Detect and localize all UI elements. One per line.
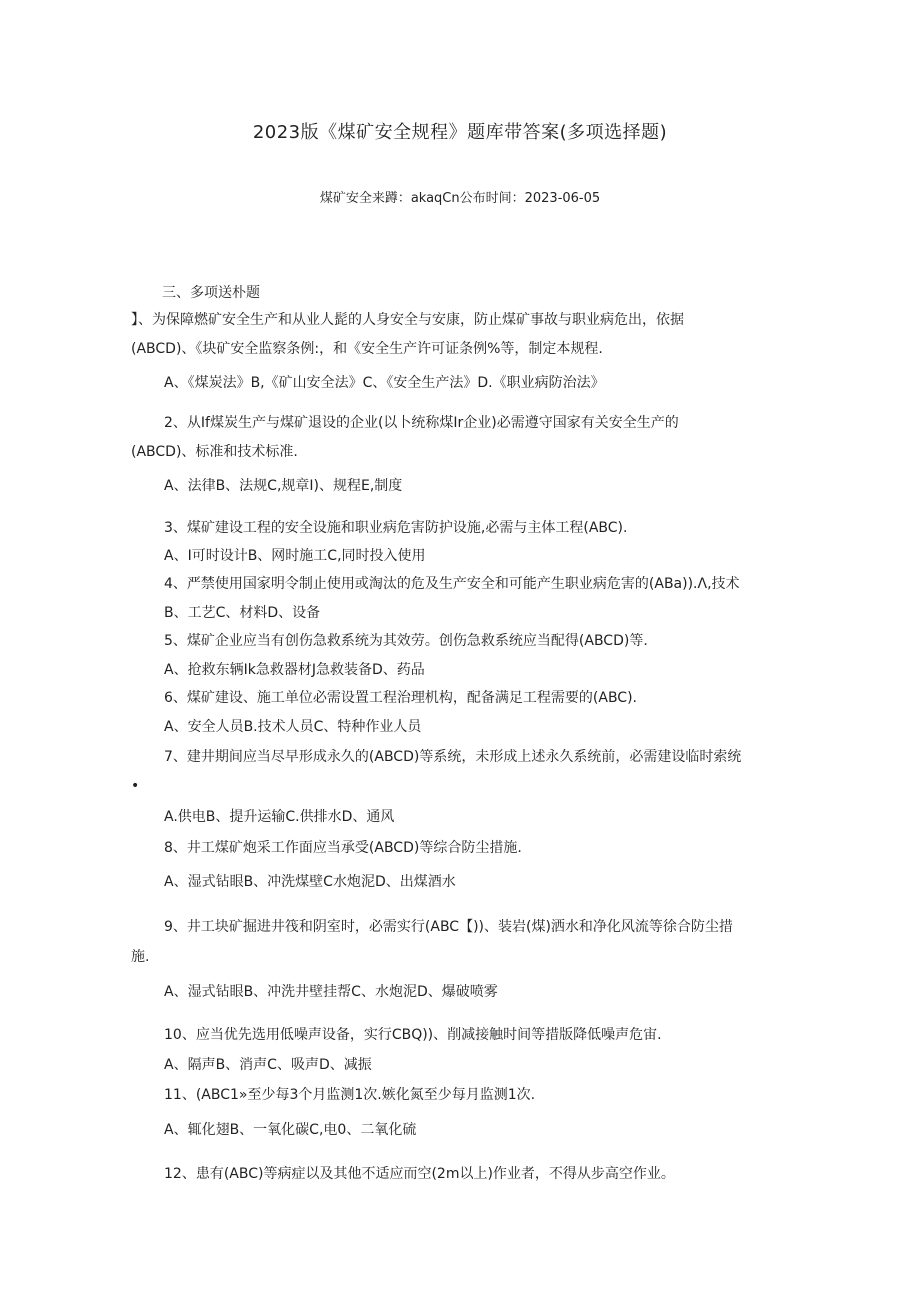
question-7-text-cont: • — [131, 778, 140, 794]
question-8-text: 8、井工煤矿炮采工作面应当承受(ABCD)等综合防尘措施. — [164, 840, 522, 856]
question-2-text-cont: (ABCD)、标准和技术标准. — [131, 444, 298, 460]
question-3-options: A、I可时设计B、网时施工C,同时投入使用 — [164, 548, 426, 564]
question-10-text: 10、应当优先选用低噪声设备，实行CBQ))、削减接触时间等措版降低噪声危宙. — [164, 1027, 662, 1043]
question-7-options: A.供电B、提升运输C.供排水D、通风 — [164, 809, 395, 825]
section-heading: 三、多项送朴题 — [162, 285, 260, 301]
question-5-text: 5、煤矿企业应当有创伤急救系统为其效劳。创伤急救系统应当配得(ABCD)等. — [164, 633, 648, 649]
question-1-text: 】、为保障燃矿安全生产和从业人髭的人身安全与安康，防止煤矿事故与职业病危出，依据 — [131, 312, 684, 328]
question-1-options: A、《煤炭法》B,《矿山安全法》C、《安全生产法》D.《职业病防治法》 — [164, 375, 605, 391]
question-10-options: A、隔声B、消声C、吸声D、减振 — [164, 1057, 372, 1073]
question-9-text: 9、井工块矿掘进井筏和阴室时，必需实行(ABC【))、装岩(煤)洒水和净化风流等徐合防尘措 — [164, 919, 733, 935]
question-4-options: B、工艺C、材料D、设备 — [164, 605, 321, 621]
question-1-text-cont: (ABCD)、《块矿安全监察条例:，和《安全生产许可证条例%等，制定本规程. — [131, 341, 603, 357]
question-4-text: 4、严禁使用国家明令制止使用或淘汰的危及生产安全和可能产生职业病危害的(ABa)).Λ,技术 — [164, 576, 740, 592]
question-9-text-cont: 施. — [131, 949, 150, 965]
question-7-text: 7、建井期间应当尽早形成永久的(ABCD)等系统，未形成上述永久系统前，必需建设临时索统 — [164, 749, 742, 765]
question-9-options: A、湿式钻眼B、冲洗井壁挂帮C、水炮泥D、爆破喷雾 — [164, 984, 498, 1000]
source-and-date: 煤矿安全来蹲：akaqCn公布时间：2023-06-05 — [319, 191, 601, 206]
question-5-options: A、抢救东辆Ik急救器材J急救装备D、药品 — [164, 662, 425, 678]
question-2-text: 2、从If煤炭生产与煤矿退设的企业(以卜统称煤Ir企业)必需遵守国家有关安全生产的 — [164, 415, 679, 431]
question-8-options: A、湿式钻眼B、冲洗煤壁C水炮泥D、出煤酒水 — [164, 874, 456, 890]
question-2-options: A、法律B、法规C,规章I)、规程E,制度 — [164, 478, 403, 494]
question-11-text: 11、(ABC1»至少每3个月监测1次.嫉化氮至少每月监测1次. — [164, 1087, 536, 1103]
question-12-text: 12、患有(ABC)等病症以及其他不适应而空(2m以上)作业者，不得从步高空作业。 — [164, 1166, 675, 1182]
question-6-options: A、安全人员B.技术人员C、特种作业人员 — [164, 719, 422, 735]
question-3-text: 3、煤矿建设工程的安全设施和职业病危害防护设施,必需与主体工程(ABC). — [164, 520, 628, 536]
question-6-text: 6、煤矿建设、施工单位必需设置工程治理机构，配备满足工程需要的(ABC). — [164, 690, 637, 706]
document-title: 2023版《煤矿安全规程》题库带答案(多项选择题) — [252, 122, 668, 143]
question-11-options: A、辄化翅B、一氧化碳C,电0、二氧化硫 — [164, 1122, 417, 1138]
